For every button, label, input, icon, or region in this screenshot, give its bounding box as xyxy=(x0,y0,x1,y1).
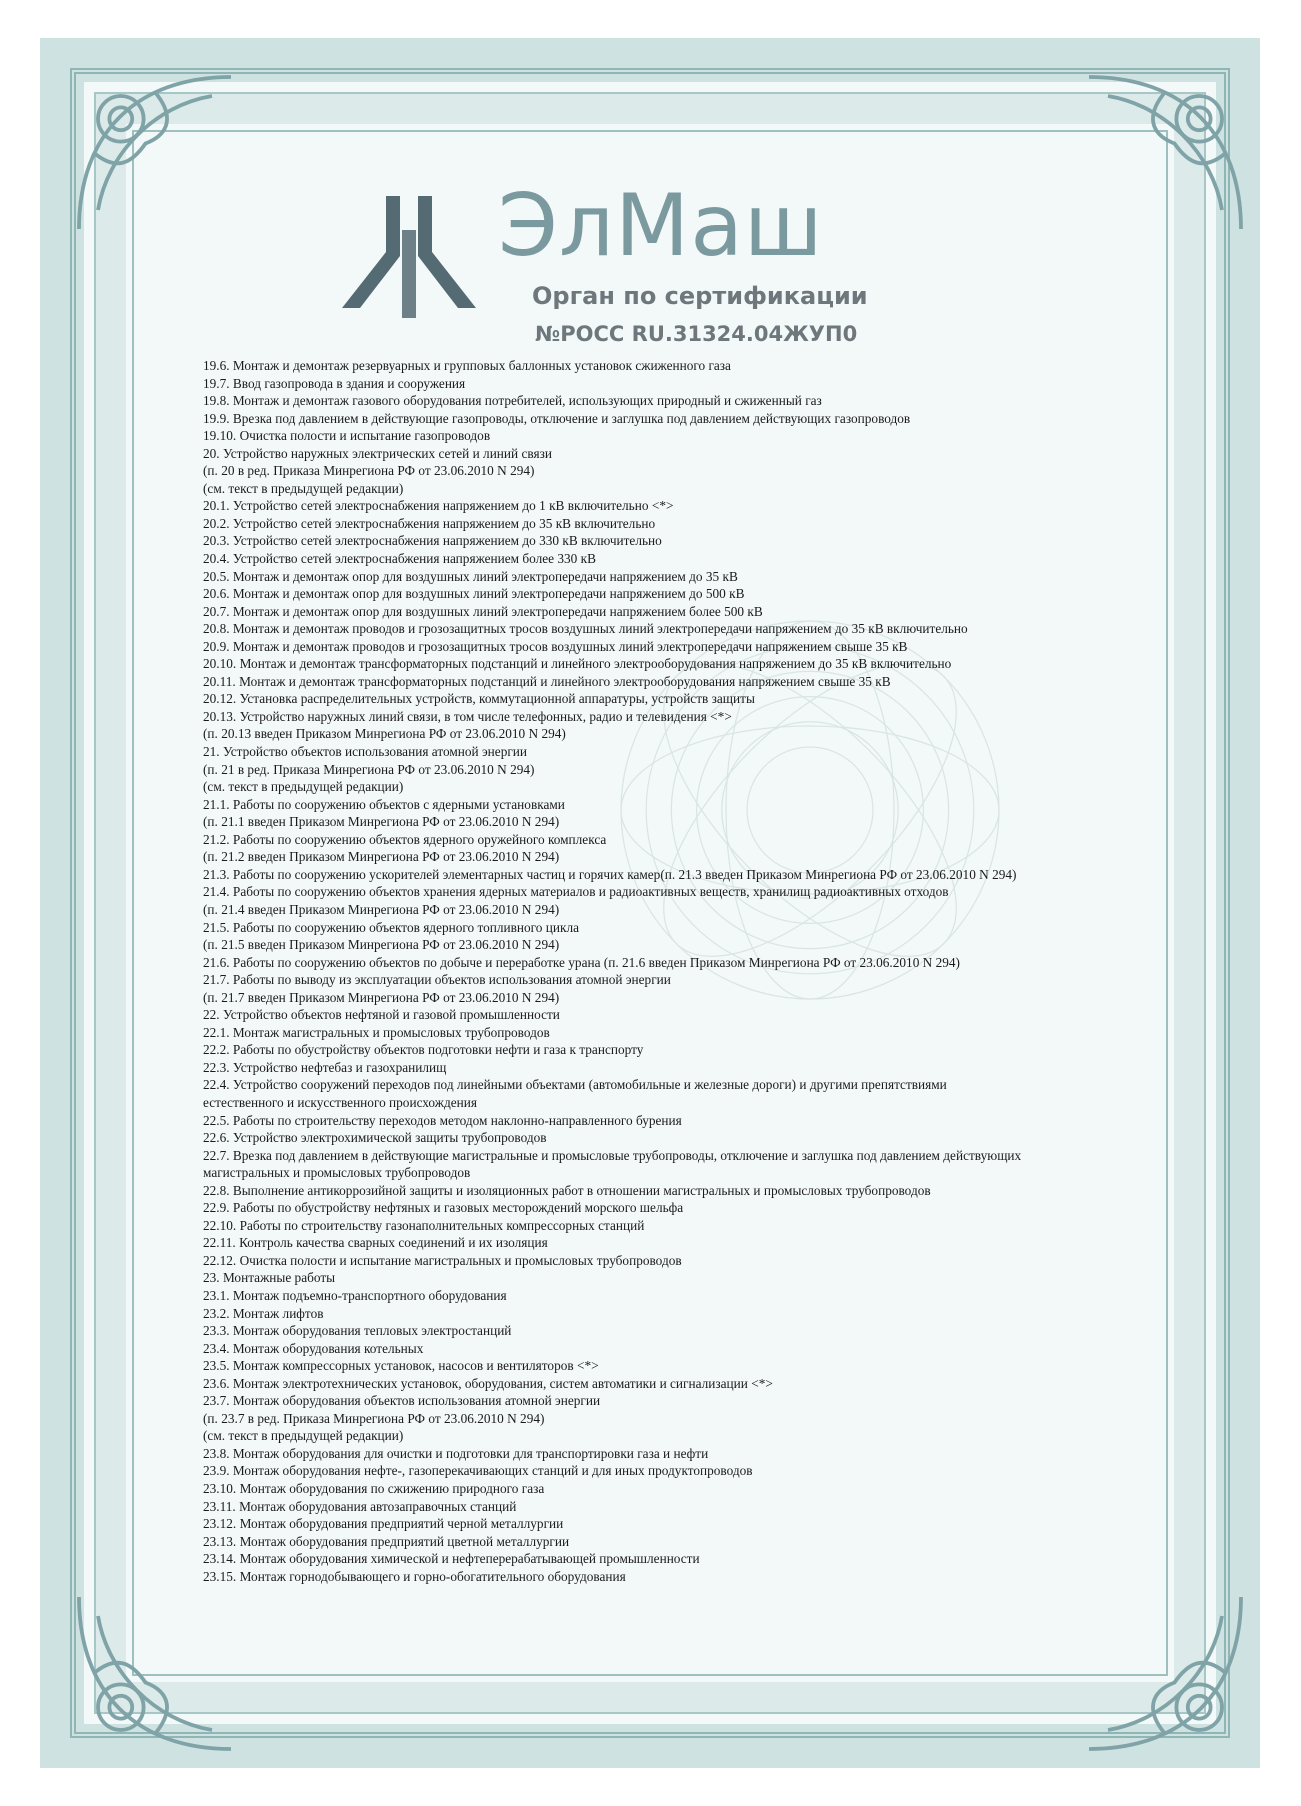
list-item: (п. 20.13 введен Приказом Минрегиона РФ от 23.06.2010 N 294) xyxy=(203,726,566,742)
list-item: 20.10. Монтаж и демонтаж трансформаторных подстанций и линейного электрооборудования напряжением до 35 кВ включительно xyxy=(203,656,952,672)
list-item: 22.4. Устройство сооружений переходов под линейными объектами (автомобильные и железные дороги) и другими препятствиями xyxy=(203,1077,947,1093)
list-item: 20. Устройство наружных электрических сетей и линий связи xyxy=(203,445,552,461)
list-item: (п. 23.7 в ред. Приказа Минрегиона РФ от 23.06.2010 N 294) xyxy=(203,1410,545,1426)
list-item: 20.1. Устройство сетей электроснабжения напряжением до 1 кВ включительно <*> xyxy=(203,498,674,514)
list-item: 23.3. Монтаж оборудования тепловых электростанций xyxy=(203,1323,512,1339)
elmash-logo-mark-icon xyxy=(334,190,484,318)
list-item: 19.9. Врезка под давлением в действующие газопроводы, отключение и заглушка под давлением действующих газопроводов xyxy=(203,410,911,426)
list-item: 22.12. Очистка полости и испытание магистральных и промысловых трубопроводов xyxy=(203,1252,682,1268)
list-item: 20.9. Монтаж и демонтаж проводов и грозозащитных тросов воздушных линий электропередачи напряжением свыше 35 кВ xyxy=(203,638,908,654)
list-item: 22.11. Контроль качества сварных соединений и их изоляция xyxy=(203,1235,548,1251)
list-item: (п. 21.5 введен Приказом Минрегиона РФ от 23.06.2010 N 294) xyxy=(203,937,560,953)
list-item: 22.9. Работы по обустройству нефтяных и газовых месторождений морского шельфа xyxy=(203,1200,684,1216)
list-item: 20.12. Установка распределительных устройств, коммутационной аппаратуры, устройств защиты xyxy=(203,691,755,707)
list-item: 22.10. Работы по строительству газонаполнительных компрессорных станций xyxy=(203,1217,645,1233)
ornament-corner-top-left xyxy=(60,58,250,248)
list-item: (см. текст в предыдущей редакции) xyxy=(203,1428,404,1444)
logo-subtitle: Орган по сертификации xyxy=(532,282,868,310)
list-item: 22.2. Работы по обустройству объектов подготовки нефти и газа к транспорту xyxy=(203,1042,644,1058)
list-item: 21.2. Работы по сооружению объектов ядерного оружейного комплекса xyxy=(203,831,607,847)
list-item: 23.11. Монтаж оборудования автозаправочных станций xyxy=(203,1498,517,1514)
list-item: 23.12. Монтаж оборудования предприятий черной металлургии xyxy=(203,1516,564,1532)
list-item: 22.8. Выполнение антикоррозийной защиты и изоляционных работ в отношении магистральных и промысловых трубопроводов xyxy=(203,1182,931,1198)
list-item: (п. 21.4 введен Приказом Минрегиона РФ от 23.06.2010 N 294) xyxy=(203,901,560,917)
list-item: 23.7. Монтаж оборудования объектов использования атомной энергии xyxy=(203,1393,601,1409)
list-item: (п. 20 в ред. Приказа Минрегиона РФ от 23.06.2010 N 294) xyxy=(203,463,535,479)
list-item: 23.2. Монтаж лифтов xyxy=(203,1305,324,1321)
list-item: 20.5. Монтаж и демонтаж опор для воздушных линий электропередачи напряжением до 35 кВ xyxy=(203,568,738,584)
list-item: 19.8. Монтаж и демонтаж газового оборудования потребителей, использующих природный и сжиженный газ xyxy=(203,393,822,409)
list-item: 21.1. Работы по сооружению объектов с ядерными установками xyxy=(203,796,565,812)
elmash-logo xyxy=(330,176,870,352)
ornament-corner-bottom-left xyxy=(60,1578,250,1768)
list-item: 23.1. Монтаж подъемно-транспортного оборудования xyxy=(203,1287,507,1303)
list-item: 23.9. Монтаж оборудования нефте-, газоперекачивающих станций и для иных продуктопроводов xyxy=(203,1463,753,1479)
list-item: 21.7. Работы по выводу из эксплуатации объектов использования атомной энергии xyxy=(203,972,671,988)
list-item: 23.13. Монтаж оборудования предприятий цветной металлургии xyxy=(203,1533,570,1549)
list-item: 20.11. Монтаж и демонтаж трансформаторных подстанций и линейного электрооборудования напряжением свыше 35 кВ xyxy=(203,673,891,689)
list-item: 21.4. Работы по сооружению объектов хранения ядерных материалов и радиоактивных веществ, хранилищ радиоактивных отходов xyxy=(203,884,949,900)
list-item: 23.15. Монтаж горнодобывающего и горно-обогатительного оборудования xyxy=(203,1568,626,1584)
list-item: 20.8. Монтаж и демонтаж проводов и грозозащитных тросов воздушных линий электропередачи напряжением до 35 кВ включительно xyxy=(203,621,968,637)
list-item: 22.3. Устройство нефтебаз и газохранилищ xyxy=(203,1059,447,1075)
list-item: магистральных и промысловых трубопроводов xyxy=(203,1165,471,1181)
list-item: 23. Монтажные работы xyxy=(203,1270,336,1286)
ornament-corner-top-right xyxy=(1070,58,1260,248)
list-item: (п. 21.1 введен Приказом Минрегиона РФ от 23.06.2010 N 294) xyxy=(203,814,560,830)
logo-name: ЭлМаш xyxy=(498,176,824,276)
list-item: 20.2. Устройство сетей электроснабжения напряжением до 35 кВ включительно xyxy=(203,515,656,531)
list-item: (п. 21.7 введен Приказом Минрегиона РФ от 23.06.2010 N 294) xyxy=(203,989,560,1005)
work-types-list xyxy=(203,357,1183,1585)
list-item: 22. Устройство объектов нефтяной и газовой промышленности xyxy=(203,1007,560,1023)
list-item: 19.7. Ввод газопровода в здания и сооружения xyxy=(203,375,466,391)
list-item: 23.6. Монтаж электротехнических установок, оборудования, систем автоматики и сигнализации <*> xyxy=(203,1375,773,1391)
list-item: 19.6. Монтаж и демонтаж резервуарных и групповых баллонных установок сжиженного газа xyxy=(203,358,731,373)
list-item: 20.3. Устройство сетей электроснабжения напряжением до 330 кВ включительно xyxy=(203,533,662,549)
list-item: 22.7. Врезка под давлением в действующие магистральные и промысловые трубопроводы, отключение и заглушка под давлением действующих xyxy=(203,1147,1022,1163)
ornament-corner-bottom-right xyxy=(1070,1578,1260,1768)
list-item: 20.7. Монтаж и демонтаж опор для воздушных линий электропередачи напряжением более 500 кВ xyxy=(203,603,763,619)
list-item: 23.14. Монтаж оборудования химической и нефтеперерабатывающей промышленности xyxy=(203,1551,700,1567)
list-item: 20.4. Устройство сетей электроснабжения напряжением более 330 кВ xyxy=(203,551,596,567)
list-item: 23.8. Монтаж оборудования для очистки и подготовки для транспортировки газа и нефти xyxy=(203,1445,709,1461)
list-item: 22.5. Работы по строительству переходов методом наклонно-направленного бурения xyxy=(203,1112,682,1128)
list-item: 19.10. Очистка полости и испытание газопроводов xyxy=(203,428,491,444)
list-item: (п. 21.2 введен Приказом Минрегиона РФ от 23.06.2010 N 294) xyxy=(203,849,560,865)
list-item: (п. 21 в ред. Приказа Минрегиона РФ от 23.06.2010 N 294) xyxy=(203,761,535,777)
list-item: 23.4. Монтаж оборудования котельных xyxy=(203,1340,424,1356)
list-item: 20.6. Монтаж и демонтаж опор для воздушных линий электропередачи напряжением до 500 кВ xyxy=(203,586,745,602)
list-item: 23.5. Монтаж компрессорных установок, насосов и вентиляторов <*> xyxy=(203,1358,599,1374)
list-item: 21. Устройство объектов использования атомной энергии xyxy=(203,744,528,760)
list-item: 20.13. Устройство наружных линий связи, в том числе телефонных, радио и телевидения <*> xyxy=(203,708,732,724)
list-item: 22.6. Устройство электрохимической защиты трубопроводов xyxy=(203,1130,547,1146)
list-item: естественного и искусственного происхождения xyxy=(203,1094,477,1110)
list-item: (см. текст в предыдущей редакции) xyxy=(203,480,404,496)
list-item: 21.5. Работы по сооружению объектов ядерного топливного цикла xyxy=(203,919,579,935)
list-item: (см. текст в предыдущей редакции) xyxy=(203,779,404,795)
list-item: 23.10. Монтаж оборудования по сжижению природного газа xyxy=(203,1481,545,1496)
list-item: 21.6. Работы по сооружению объектов по добыче и переработке урана (п. 21.6 введен Приказом Минрегиона РФ от 23.06.2010 N 294) xyxy=(203,954,960,970)
list-item: 22.1. Монтаж магистральных и промысловых трубопроводов xyxy=(203,1024,550,1040)
list-item: 21.3. Работы по сооружению ускорителей элементарных частиц и горячих камер(п. 21.3 введен Приказом Минрегиона РФ от 23.06.2010 N 294) xyxy=(203,866,1017,882)
registration-number: №РОСС RU.31324.04ЖУП0 xyxy=(535,322,858,346)
